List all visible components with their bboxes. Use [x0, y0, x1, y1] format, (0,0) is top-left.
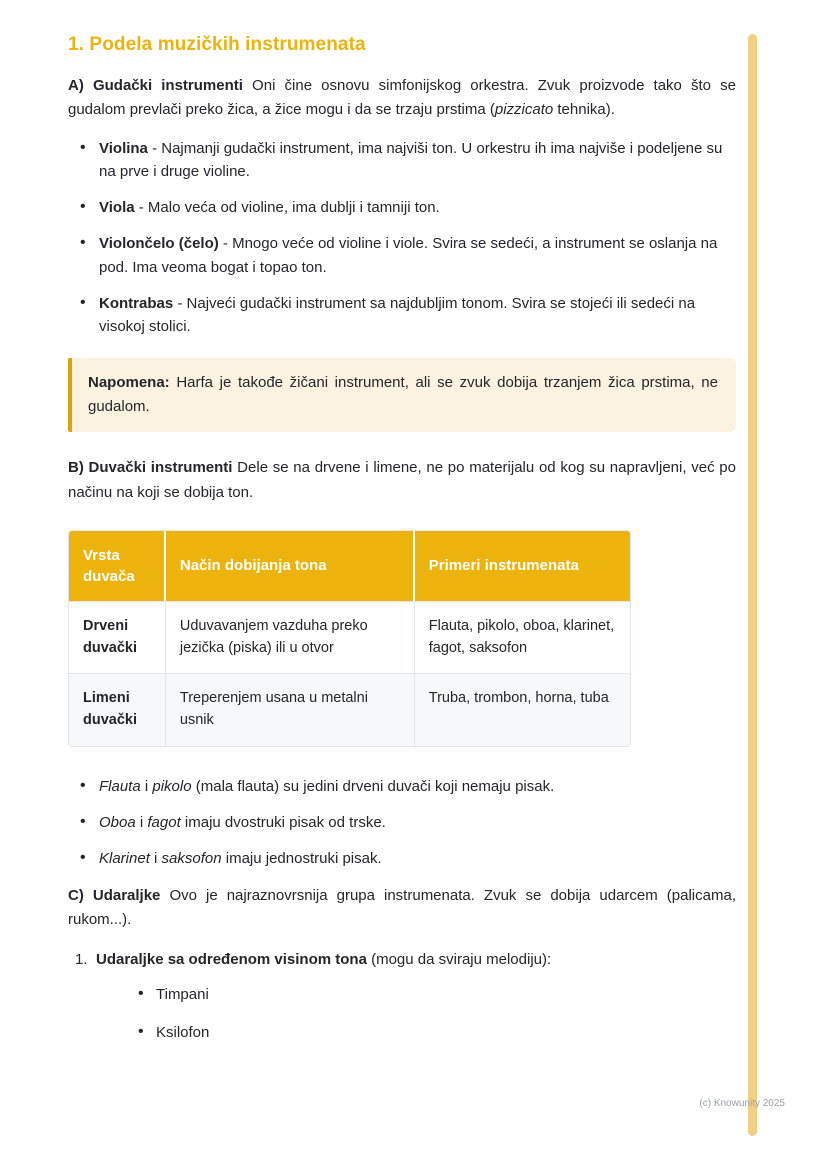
section-a-text-2: tehnika). — [553, 101, 615, 119]
page-edge-bar — [748, 34, 757, 1136]
section-b-lead: B) Duvački instrumenti — [68, 459, 233, 477]
list-item-klarinet-saksofon — [68, 847, 736, 870]
table-header-examples: Primeri instrumenata — [415, 531, 630, 601]
table-header-method: Način dobijanja tona — [166, 531, 415, 601]
string-instruments-list — [68, 137, 736, 339]
section-c-lead: C) Udaraljke — [68, 886, 161, 904]
list-item-violoncelo — [68, 232, 736, 279]
term-italic: Klarinet — [99, 850, 150, 868]
description: (mogu da sviraju melodiju): — [366, 951, 552, 969]
term-italic: pikolo — [152, 777, 192, 795]
description: - Mnogo veće od violine i viole. Svira se sedeći, a instrument se oslanja na pod. Ima veoma bogat i topao ton. — [99, 235, 718, 276]
list-item-pitched-percussion — [68, 948, 736, 1044]
item-number: 1. — [75, 951, 88, 969]
pitched-percussion-sublist — [96, 983, 736, 1045]
term-italic: Oboa — [99, 814, 136, 832]
table-cell-examples: Truba, trombon, horna, tuba — [415, 673, 630, 746]
section-a-text-1: Oni čine osnovu simfonijskog orkestra. Zvuk proizvode tako što se gudalom prevlači preko žica, a žice mogu i da se trzaju prstima ( — [68, 77, 736, 119]
term-italic: saksofon — [161, 850, 222, 868]
pizzicato-term: pizzicato — [494, 101, 554, 119]
term-italic: fagot — [147, 814, 181, 832]
description: imaju jednostruki pisak. — [221, 850, 382, 868]
term: Viola — [99, 199, 135, 217]
term: Udaraljke sa određenom visinom tona — [96, 951, 367, 969]
section-c-text: Ovo je najraznovrsnija grupa instrumenata. Zvuk se dobija udarcem (palicama, rukom...). — [68, 886, 736, 928]
description: (mala flauta) su jedini drveni duvači koji nemaju pisak. — [191, 777, 555, 795]
section-a-lead: A) Gudački instrumenti — [68, 77, 243, 94]
term-italic: Flauta — [99, 777, 141, 795]
note-paragraph — [88, 371, 718, 419]
wind-instruments-table — [68, 530, 631, 747]
section-b-paragraph — [68, 456, 736, 505]
conjunction: i — [149, 850, 162, 868]
note-label: Napomena: — [88, 374, 170, 392]
list-item-flauta-pikolo — [68, 775, 736, 798]
term: Violina — [99, 139, 148, 157]
table-cell-method: Treperenjem usana u metalni usnik — [166, 673, 415, 746]
list-item-kontrabas — [68, 292, 736, 339]
table-row-limeni — [69, 673, 630, 746]
description: - Najveći gudački instrument sa najdubljim tonom. Svira se stojeći ili sedeći na visokoj stolici. — [99, 294, 696, 336]
list-item-oboa-fagot — [68, 811, 736, 834]
table-cell-type: Drveni duvački — [69, 601, 166, 674]
term: Violončelo (čelo) — [99, 235, 219, 253]
table-cell-examples: Flauta, pikolo, oboa, klarinet, fagot, saksofon — [415, 601, 630, 674]
table-row-drveni — [69, 601, 630, 674]
list-item-timpani: • Timpani — [96, 983, 736, 1006]
document-page — [68, 34, 736, 1059]
description: - Malo veća od violine, ima dublji i tamniji ton. — [134, 199, 440, 217]
description: imaju dvostruki pisak od trske. — [180, 814, 386, 832]
page-title: 1. Podela muzičkih instrumenata — [68, 34, 366, 55]
table-cell-type: Limeni duvački — [69, 673, 166, 746]
reed-notes-list — [68, 775, 736, 871]
conjunction: i — [140, 777, 153, 795]
table-header-type: Vrsta duvača — [69, 531, 166, 601]
note-box — [68, 358, 736, 432]
section-b-text: Dele se na drvene i limene, ne po materijalu od kog su napravljeni, već po načinu na koji se dobija ton. — [68, 459, 736, 501]
section-c-paragraph — [68, 884, 736, 933]
copyright: (c) Knowunity 2025 — [699, 1098, 785, 1109]
conjunction: i — [135, 814, 148, 832]
list-item-violina — [68, 137, 736, 184]
list-item-viola — [68, 196, 736, 219]
description: - Najmanji gudački instrument, ima najviši ton. U orkestru ih ima najviše i podeljene su na prve i druge violine. — [99, 139, 723, 180]
note-text: Harfa je takođe žičani instrument, ali se zvuk dobija trzanjem žica prstima, ne gudalom. — [88, 374, 718, 416]
section-a-paragraph — [68, 74, 736, 123]
list-item-ksilofon: • Ksilofon — [96, 1021, 736, 1044]
table-cell-method: Uduvavanjem vazduha preko jezička (piska) ili u otvor — [166, 601, 415, 674]
term: Kontrabas — [99, 294, 174, 312]
table-header-row — [69, 531, 630, 601]
percussion-list — [68, 948, 736, 1044]
